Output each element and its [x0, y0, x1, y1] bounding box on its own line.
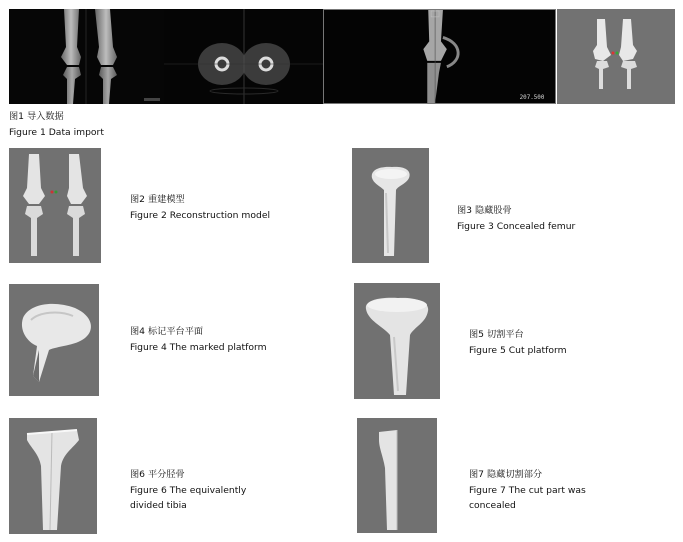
figure-3-caption-cn: 图3 隐藏股骨 — [457, 205, 512, 216]
figure-5-caption-en: Figure 5 Cut platform — [469, 344, 567, 356]
3d-bone-view-panel — [557, 9, 675, 104]
figure-4-caption-en: Figure 4 The marked platform — [130, 341, 267, 353]
figure-1-caption-en: Figure 1 Data import — [9, 126, 104, 138]
lateral-xray-panel — [323, 9, 556, 104]
concealed-femur-image — [352, 148, 429, 263]
figure-4-caption — [130, 324, 267, 355]
reconstruction-model-image — [9, 148, 101, 263]
divided-tibia-image — [9, 418, 97, 534]
figure-3-caption-en: Figure 3 Concealed femur — [457, 220, 576, 232]
figure-7-caption-cn: 图7 隐藏切割部分 — [469, 469, 543, 480]
figure-3-caption — [457, 203, 575, 234]
figure-1-caption-cn: 图1 导入数据 — [9, 111, 64, 122]
anterior-xray-panel — [9, 9, 164, 104]
figure-6-caption-cn: 图6 平分胫骨 — [130, 469, 185, 480]
figure-2-caption-en: Figure 2 Reconstruction model — [130, 209, 271, 221]
figure-1-caption — [9, 109, 104, 140]
figure-6-caption-en-line2: divided tibia — [130, 500, 187, 511]
figure-2-caption — [130, 192, 270, 223]
figure-4-caption-cn: 图4 标记平台平面 — [130, 326, 204, 337]
figure-7-caption — [469, 467, 586, 514]
figure-7-caption-en: Figure 7 The cut part was — [469, 484, 586, 496]
cut-platform-image — [354, 283, 440, 399]
figure-5-caption — [469, 327, 567, 358]
axial-ct-panel — [164, 9, 323, 104]
concealed-cut-part-image — [357, 418, 437, 533]
figure-2-caption-cn: 图2 重建模型 — [130, 194, 185, 205]
slice-readout: 207.500 — [519, 95, 545, 102]
figure-5-caption-cn: 图5 切割平台 — [469, 329, 524, 340]
figure-7-caption-en-line2: concealed — [469, 500, 516, 511]
figure-6-caption-en: Figure 6 The equivalently — [130, 484, 247, 496]
marked-platform-image — [9, 284, 99, 396]
figure-6-caption — [130, 467, 246, 514]
